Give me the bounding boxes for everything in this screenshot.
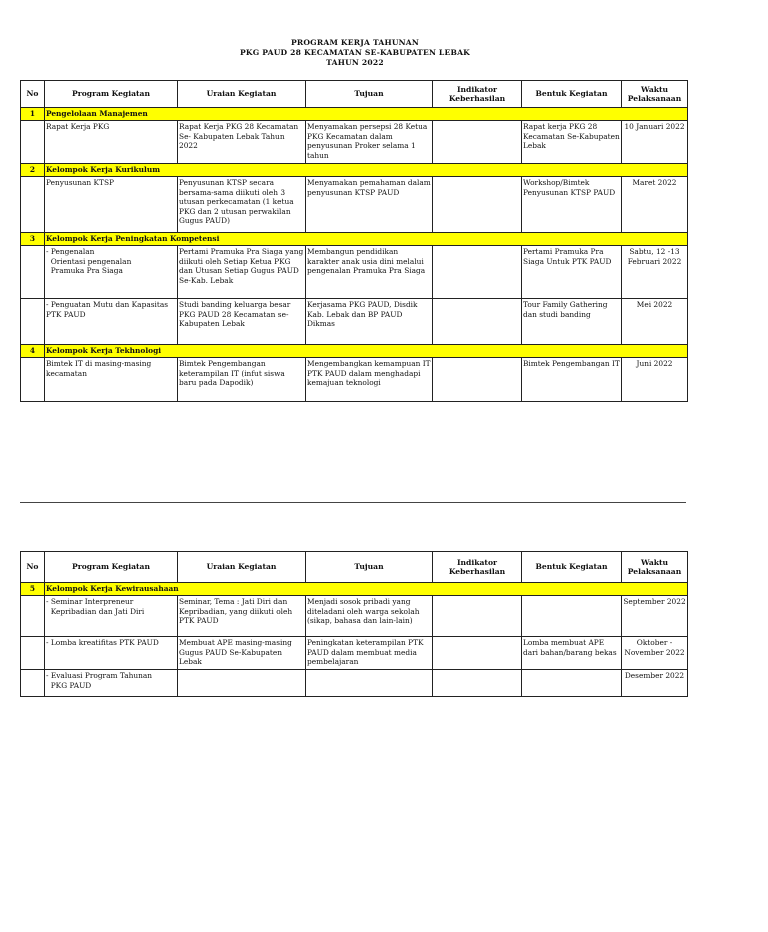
cell-indikator	[433, 246, 522, 299]
cell-waktu: Sabtu, 12 -13 Februari 2022	[622, 246, 688, 299]
cell-indikator	[433, 596, 522, 637]
cell-program: - Evaluasi Program Tahunan PKG PAUD	[45, 670, 178, 697]
cell-tujuan: Menyamakan persepsi 28 Ketua PKG Kecamatan dalam penyusunan Proker selama 1 tahun	[306, 121, 433, 164]
section-number: 5	[21, 583, 45, 596]
cell-indikator	[433, 358, 522, 402]
cell-bentuk: Bimtek Pengembangan IT	[522, 358, 622, 402]
page-divider	[20, 502, 686, 503]
section-title: Kelompok Kerja Kewirausahaan	[45, 583, 688, 596]
cell-bentuk: Workshop/Bimtek Penyusunan KTSP PAUD	[522, 177, 622, 233]
program-table-2	[20, 551, 688, 697]
section-title: Pengelolaan Manajemen	[45, 108, 688, 121]
section-row	[21, 108, 688, 121]
cell-indikator	[433, 670, 522, 697]
cell-tujuan	[306, 670, 433, 697]
col-header-tujuan: Tujuan	[306, 81, 433, 108]
row-number-cell	[21, 246, 45, 299]
col-header-tujuan: Tujuan	[306, 552, 433, 583]
table-row	[21, 246, 688, 299]
table-row	[21, 177, 688, 233]
cell-program: Rapat Kerja PKG	[45, 121, 178, 164]
table-row	[21, 299, 688, 345]
col-header-indikator: Indikator Keberhasilan	[433, 81, 522, 108]
cell-program: Penyusunan KTSP	[45, 177, 178, 233]
cell-waktu: Mei 2022	[622, 299, 688, 345]
col-header-waktu: Waktu Pelaksanaan	[622, 552, 688, 583]
doc-title-line3: TAHUN 2022	[326, 58, 384, 67]
cell-uraian: Bimtek Pengembangan keterampilan IT (infut siswa baru pada Dapodik)	[178, 358, 306, 402]
cell-program: Bimtek IT di masing-masing kecamatan	[45, 358, 178, 402]
section-row	[21, 345, 688, 358]
section-title: Kelompok Kerja Tekhnologi	[45, 345, 688, 358]
cell-bentuk: Tour Family Gathering dan studi banding	[522, 299, 622, 345]
section-title: Kelompok Kerja Peningkatan Kompetensi	[45, 233, 688, 246]
col-header-bentuk: Bentuk Kegiatan	[522, 552, 622, 583]
col-header-uraian: Uraian Kegiatan	[178, 552, 306, 583]
row-number-cell	[21, 670, 45, 697]
col-header-uraian: Uraian Kegiatan	[178, 81, 306, 108]
program-table-1	[20, 80, 688, 402]
row-number-cell	[21, 358, 45, 402]
cell-uraian: Studi banding keluarga besar PKG PAUD 28 Kecamatan se-Kabupaten Lebak	[178, 299, 306, 345]
doc-title-line2: PKG PAUD 28 KECAMATAN SE-KABUPATEN LEBAK	[240, 48, 470, 57]
table-row	[21, 596, 688, 637]
cell-tujuan: Membangun pendidikan karakter anak usia dini melalui pengenalan Pramuka Pra Siaga	[306, 246, 433, 299]
cell-bentuk: Rapat kerja PKG 28 Kecamatan Se-Kabupaten Lebak	[522, 121, 622, 164]
table-row	[21, 358, 688, 402]
row-number-cell	[21, 299, 45, 345]
cell-indikator	[433, 177, 522, 233]
table-header-row	[21, 552, 688, 583]
row-number-cell	[21, 177, 45, 233]
cell-tujuan: Menyamakan pemahaman dalam penyusunan KTSP PAUD	[306, 177, 433, 233]
row-number-cell	[21, 637, 45, 670]
cell-program: - Penguatan Mutu dan Kapasitas PTK PAUD	[45, 299, 178, 345]
cell-bentuk: Lomba membuat APE dari bahan/barang bekas	[522, 637, 622, 670]
cell-program: - Seminar Interpreneur Kepribadian dan Jati Diri	[45, 596, 178, 637]
cell-uraian: Membuat APE masing-masing Gugus PAUD Se-Kabupaten Lebak	[178, 637, 306, 670]
section-number: 4	[21, 345, 45, 358]
cell-program: - Pengenalan Orientasi pengenalan Pramuka Pra Siaga	[45, 246, 178, 299]
cell-bentuk: Pertami Pramuka Pra Siaga Untuk PTK PAUD	[522, 246, 622, 299]
section-row	[21, 233, 688, 246]
table-row	[21, 637, 688, 670]
cell-waktu: September 2022	[622, 596, 688, 637]
cell-tujuan: Peningkatan keterampilan PTK PAUD dalam membuat media pembelajaran	[306, 637, 433, 670]
cell-uraian: Rapat Kerja PKG 28 Kecamatan Se- Kabupaten Lebak Tahun 2022	[178, 121, 306, 164]
cell-waktu: Juni 2022	[622, 358, 688, 402]
cell-tujuan: Menjadi sosok pribadi yang diteladani oleh warga sekolah (sikap, bahasa dan lain-lain)	[306, 596, 433, 637]
cell-uraian: Seminar, Tema : Jati Diri dan Kepribadian, yang diikuti oleh PTK PAUD	[178, 596, 306, 637]
cell-waktu: Oktober - November 2022	[622, 637, 688, 670]
section-number: 3	[21, 233, 45, 246]
cell-waktu: Maret 2022	[622, 177, 688, 233]
doc-title-line1: PROGRAM KERJA TAHUNAN	[290, 38, 420, 47]
table-row	[21, 121, 688, 164]
cell-indikator	[433, 299, 522, 345]
row-number-cell	[21, 121, 45, 164]
cell-indikator	[433, 121, 522, 164]
col-header-waktu: Waktu Pelaksanaan	[622, 81, 688, 108]
cell-waktu: Desember 2022	[622, 670, 688, 697]
col-header-indikator: Indikator Keberhasilan	[433, 552, 522, 583]
section-number: 2	[21, 164, 45, 177]
cell-tujuan: Mengembangkan kemampuan IT PTK PAUD dalam menghadapi kemajuan teknologi	[306, 358, 433, 402]
table-header-row	[21, 81, 688, 108]
cell-bentuk	[522, 670, 622, 697]
section-row	[21, 583, 688, 596]
cell-uraian: Penyusunan KTSP secara bersama-sama diikuti oleh 3 utusan perkecamatan (1 ketua PKG dan 2 utusan perwakilan Gugus PAUD)	[178, 177, 306, 233]
cell-uraian: Pertami Pramuka Pra Siaga yang diikuti oleh Setiap Ketua PKG dan Utusan Setiap Gugus PAUD Se-Kab. Lebak	[178, 246, 306, 299]
table-row	[21, 670, 688, 697]
col-header-program: Program Kegiatan	[45, 552, 178, 583]
cell-indikator	[433, 637, 522, 670]
col-header-program: Program Kegiatan	[45, 81, 178, 108]
cell-tujuan: Kerjasama PKG PAUD, Disdik Kab. Lebak dan BP PAUD Dikmas	[306, 299, 433, 345]
cell-waktu: 10 Januari 2022	[622, 121, 688, 164]
section-row	[21, 164, 688, 177]
cell-bentuk	[522, 596, 622, 637]
row-number-cell	[21, 596, 45, 637]
col-header-no: No	[21, 552, 45, 583]
col-header-no: No	[21, 81, 45, 108]
cell-program: - Lomba kreatifitas PTK PAUD	[45, 637, 178, 670]
section-number: 1	[21, 108, 45, 121]
section-title: Kelompok Kerja Kurikulum	[45, 164, 688, 177]
col-header-bentuk: Bentuk Kegiatan	[522, 81, 622, 108]
cell-uraian	[178, 670, 306, 697]
